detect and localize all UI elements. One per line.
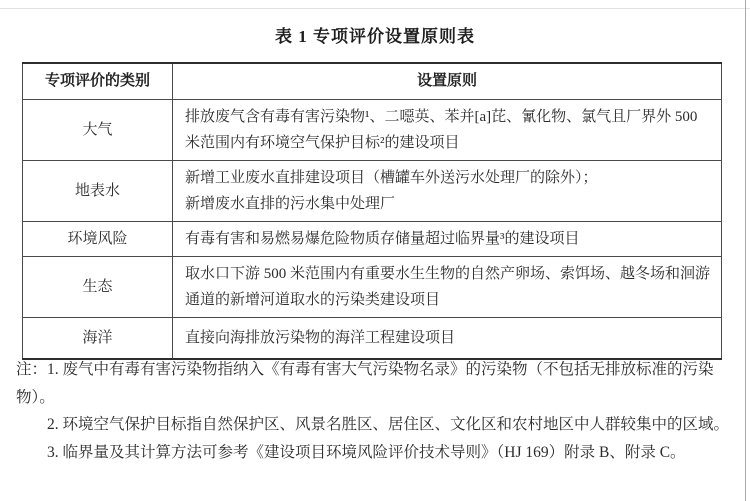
- page-right-edge-line: [745, 0, 746, 501]
- principle-cell: 有毒有害和易燃易爆危险物质存储量超过临界量³的建设项目: [173, 221, 722, 256]
- principle-cell: 新增工业废水直排建设项目（槽罐车外送污水处理厂的除外）； 新增废水直排的污水集中处理厂: [173, 160, 722, 221]
- page-top-edge-line: [0, 8, 750, 9]
- table-row-ocean: [23, 317, 722, 359]
- principles-table: [22, 62, 722, 360]
- table-row-environmental-risk: [23, 221, 722, 256]
- category-cell: 地表水: [23, 160, 173, 221]
- table-row-surface-water: [23, 160, 722, 221]
- category-cell: 大气: [23, 99, 173, 160]
- principle-cell: 直接向海排放污染物的海洋工程建设项目: [173, 317, 722, 359]
- principle-cell: 排放废气含有毒有害污染物¹、二噁英、苯并[a]芘、氰化物、氯气且厂界外 500 米范围内有环境空气保护目标²的建设项目: [173, 99, 722, 160]
- category-cell: 环境风险: [23, 221, 173, 256]
- principle-cell: 取水口下游 500 米范围内有重要水生生物的自然产卵场、索饵场、越冬场和洄游通道的新增河道取水的污染类建设项目: [173, 256, 722, 317]
- category-cell: 海洋: [23, 317, 173, 359]
- footnote-3: 3. 临界量及其计算方法可参考《建设项目环境风险评价技术导则》（HJ 169）附录 B、附录 C。: [47, 443, 686, 461]
- footnote-1: 注：1. 废气中有毒有害污染物指纳入《有毒有害大气污染物名录》的污染物（不包括无排放标准的污染物）。: [16, 361, 714, 406]
- header-cell-principle: 设置原则: [173, 63, 722, 99]
- table-row-ecology: [23, 256, 722, 317]
- footnote-2: 2. 环境空气保护目标指自然保护区、风景名胜区、居住区、文化区和农村地区中人群较集中的区域。: [47, 416, 730, 433]
- table-title: 表 1 专项评价设置原则表: [275, 27, 475, 46]
- footnotes: [16, 356, 732, 466]
- table-row-atmosphere: [23, 99, 722, 160]
- category-cell: 生态: [23, 256, 173, 317]
- table-header-row: [23, 63, 722, 99]
- header-cell-category: 专项评价的类别: [23, 63, 173, 99]
